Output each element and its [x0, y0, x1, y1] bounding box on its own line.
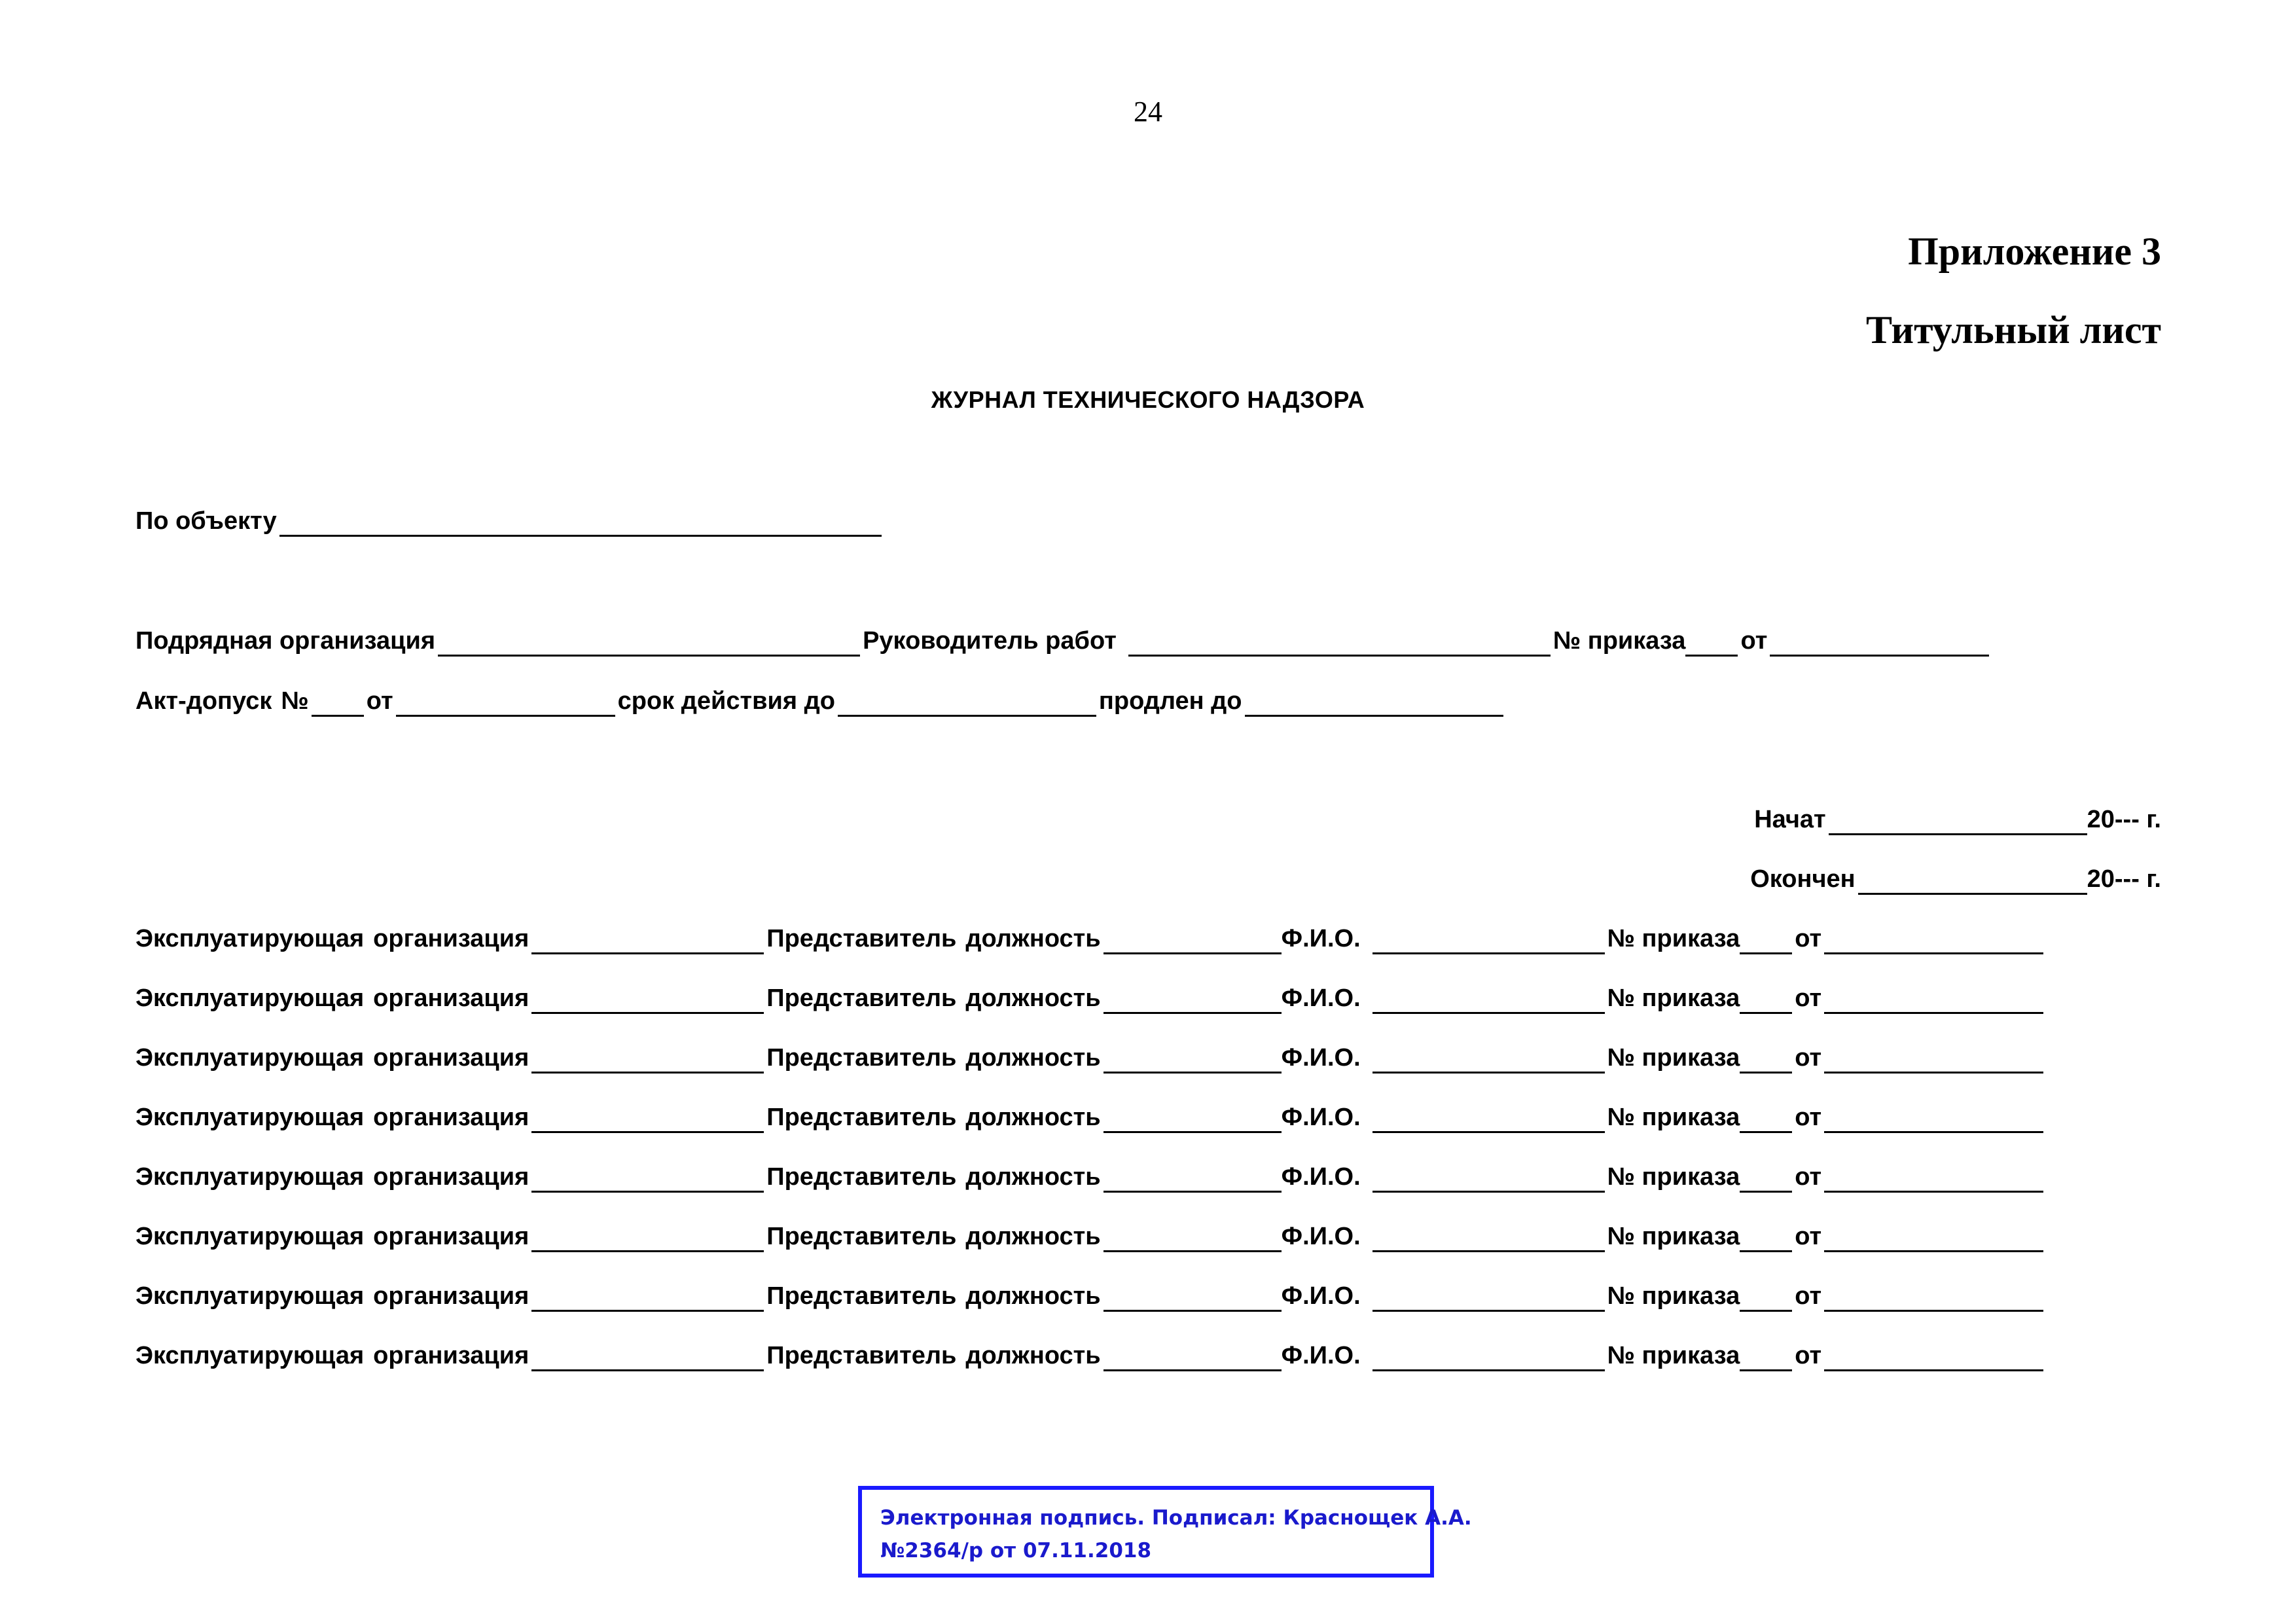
extended-until-label: продлен до [1098, 687, 1242, 715]
operating-org-field[interactable] [531, 1108, 764, 1133]
order-date-field[interactable] [1824, 929, 2043, 954]
representative-label: Представитель [766, 1163, 957, 1191]
position-field[interactable] [1103, 988, 1282, 1014]
object-label: По объекту [135, 507, 277, 535]
position-field[interactable] [1103, 1108, 1282, 1133]
fio-label: Ф.И.О. [1281, 1104, 1361, 1131]
operating-org-field[interactable] [531, 1227, 764, 1252]
order-no-field[interactable] [1740, 1048, 1792, 1074]
object-field[interactable] [279, 511, 882, 537]
contractor-field[interactable] [438, 631, 860, 657]
order-from-label: от [1795, 984, 1822, 1012]
finished-field[interactable] [1858, 869, 2087, 895]
manager-field[interactable] [1128, 631, 1551, 657]
order-no-label: № приказа [1607, 984, 1740, 1012]
position-field[interactable] [1103, 1346, 1282, 1371]
page-number: 24 [1134, 96, 1162, 128]
operating-org-label-2: организация [373, 1342, 529, 1369]
operating-org-field[interactable] [531, 929, 764, 954]
position-label: должность [965, 984, 1101, 1012]
position-field[interactable] [1103, 1048, 1282, 1074]
order-date-field[interactable] [1824, 1346, 2043, 1371]
fio-field[interactable] [1372, 1167, 1605, 1193]
order-date-field[interactable] [1824, 988, 2043, 1014]
position-label: должность [965, 1104, 1101, 1131]
journal-title: ЖУРНАЛ ТЕХНИЧЕСКОГО НАДЗОРА [931, 386, 1365, 413]
contractor-label: Подрядная организация [135, 627, 436, 655]
position-label: должность [965, 1282, 1101, 1310]
order-no-label: № приказа [1607, 1163, 1740, 1191]
act-from-label: от [366, 687, 393, 715]
fio-label: Ф.И.О. [1281, 984, 1361, 1012]
operating-row [135, 1340, 2046, 1371]
order-from-label: от [1795, 1163, 1822, 1191]
operating-org-label: Эксплуатирующая [135, 925, 365, 952]
operating-row [135, 1221, 2046, 1252]
order-from-label: от [1795, 1223, 1822, 1250]
position-label: должность [965, 1342, 1101, 1369]
order-date-field[interactable] [1770, 631, 1989, 657]
position-label: должность [965, 1223, 1101, 1250]
representative-label: Представитель [766, 1223, 957, 1250]
operating-org-label: Эксплуатирующая [135, 984, 365, 1012]
order-no-field[interactable] [1740, 1108, 1792, 1133]
signature-line-1: Электронная подпись. Подписал: Краснощек А.А. [880, 1506, 1472, 1530]
fio-field[interactable] [1372, 1286, 1605, 1312]
fio-label: Ф.И.О. [1281, 1282, 1361, 1310]
representative-label: Представитель [766, 925, 957, 952]
operating-org-label-2: организация [373, 925, 529, 952]
position-field[interactable] [1103, 929, 1282, 954]
operating-org-label-2: организация [373, 1223, 529, 1250]
order-date-field[interactable] [1824, 1167, 2043, 1193]
operating-org-field[interactable] [531, 988, 764, 1014]
valid-until-label: срок действия до [617, 687, 835, 715]
fio-field[interactable] [1372, 1227, 1605, 1252]
representative-label: Представитель [766, 1282, 957, 1310]
contractor-row [135, 625, 1992, 657]
fio-field[interactable] [1372, 1346, 1605, 1371]
operating-row [135, 1102, 2046, 1133]
operating-org-label: Эксплуатирующая [135, 1282, 365, 1310]
extended-until-field[interactable] [1245, 691, 1503, 717]
order-from-label: от [1795, 925, 1822, 952]
order-from-label: от [1795, 1104, 1822, 1131]
representative-label: Представитель [766, 1044, 957, 1072]
finished-row [1750, 863, 2161, 895]
order-no-label: № приказа [1607, 925, 1740, 952]
order-no-field[interactable] [1740, 1346, 1792, 1371]
finished-year: 20--- г. [2087, 865, 2161, 893]
operating-row [135, 1280, 2046, 1312]
operating-org-label-2: организация [373, 1044, 529, 1072]
position-field[interactable] [1103, 1167, 1282, 1193]
order-from-label: от [1795, 1342, 1822, 1369]
finished-label: Окончен [1750, 865, 1856, 893]
started-year: 20--- г. [2087, 806, 2161, 833]
act-label: Акт-допуск [135, 687, 272, 715]
started-row [1754, 804, 2161, 835]
started-label: Начат [1754, 806, 1826, 833]
electronic-signature-stamp [858, 1486, 1472, 1578]
object-row [135, 505, 884, 537]
order-date-field[interactable] [1824, 1286, 2043, 1312]
order-no-label: № приказа [1607, 1282, 1740, 1310]
order-no-label: № приказа [1552, 627, 1686, 655]
order-from-label: от [1795, 1282, 1822, 1310]
operating-org-field[interactable] [531, 1346, 764, 1371]
fio-label: Ф.И.О. [1281, 1163, 1361, 1191]
order-from-label: от [1740, 627, 1768, 655]
operating-org-field[interactable] [531, 1167, 764, 1193]
fio-label: Ф.И.О. [1281, 1342, 1361, 1369]
order-no-field[interactable] [1740, 1286, 1792, 1312]
order-no-field[interactable] [1740, 1227, 1792, 1252]
fio-field[interactable] [1372, 1048, 1605, 1074]
fio-label: Ф.И.О. [1281, 1044, 1361, 1072]
operating-org-label-2: организация [373, 1282, 529, 1310]
operating-row [135, 983, 2046, 1014]
fio-field[interactable] [1372, 929, 1605, 954]
manager-label: Руководитель работ [863, 627, 1117, 655]
order-no-field[interactable] [1740, 929, 1792, 954]
operating-row [135, 1161, 2046, 1193]
operating-row [135, 923, 2046, 954]
fio-label: Ф.И.О. [1281, 925, 1361, 952]
representative-label: Представитель [766, 1104, 957, 1131]
order-no-label: № приказа [1607, 1223, 1740, 1250]
signature-line-2: №2364/р от 07.11.2018 [880, 1539, 1152, 1562]
representative-label: Представитель [766, 1342, 957, 1369]
position-label: должность [965, 1044, 1101, 1072]
order-no-field[interactable] [1740, 1167, 1792, 1193]
representative-label: Представитель [766, 984, 957, 1012]
operating-org-label: Эксплуатирующая [135, 1044, 365, 1072]
fio-label: Ф.И.О. [1281, 1223, 1361, 1250]
operating-org-label: Эксплуатирующая [135, 1104, 365, 1131]
order-no-label: № приказа [1607, 1104, 1740, 1131]
appendix-subtitle: Титульный лист [1866, 308, 2161, 352]
operating-org-label-2: организация [373, 1163, 529, 1191]
operating-row [135, 1042, 2046, 1074]
position-field[interactable] [1103, 1286, 1282, 1312]
order-date-field[interactable] [1824, 1048, 2043, 1074]
operating-org-label-2: организация [373, 1104, 529, 1131]
position-field[interactable] [1103, 1227, 1282, 1252]
position-label: должность [965, 1163, 1101, 1191]
order-from-label: от [1795, 1044, 1822, 1072]
operating-org-field[interactable] [531, 1286, 764, 1312]
order-no-field[interactable] [1685, 631, 1738, 657]
order-date-field[interactable] [1824, 1108, 2043, 1133]
operating-org-label: Эксплуатирующая [135, 1223, 365, 1250]
position-label: должность [965, 925, 1101, 952]
act-row [135, 685, 1506, 717]
act-no-sign: № [281, 687, 309, 715]
fio-field[interactable] [1372, 1108, 1605, 1133]
valid-until-field[interactable] [838, 691, 1096, 717]
started-field[interactable] [1829, 810, 2087, 835]
order-no-label: № приказа [1607, 1342, 1740, 1369]
fio-field[interactable] [1372, 988, 1605, 1014]
operating-org-field[interactable] [531, 1048, 764, 1074]
order-no-field[interactable] [1740, 988, 1792, 1014]
act-no-field[interactable] [312, 691, 364, 717]
act-date-field[interactable] [396, 691, 615, 717]
operating-org-label: Эксплуатирующая [135, 1342, 365, 1369]
operating-org-label: Эксплуатирующая [135, 1163, 365, 1191]
operating-org-label-2: организация [373, 984, 529, 1012]
order-date-field[interactable] [1824, 1227, 2043, 1252]
order-no-label: № приказа [1607, 1044, 1740, 1072]
appendix-label: Приложение 3 [1908, 230, 2161, 273]
